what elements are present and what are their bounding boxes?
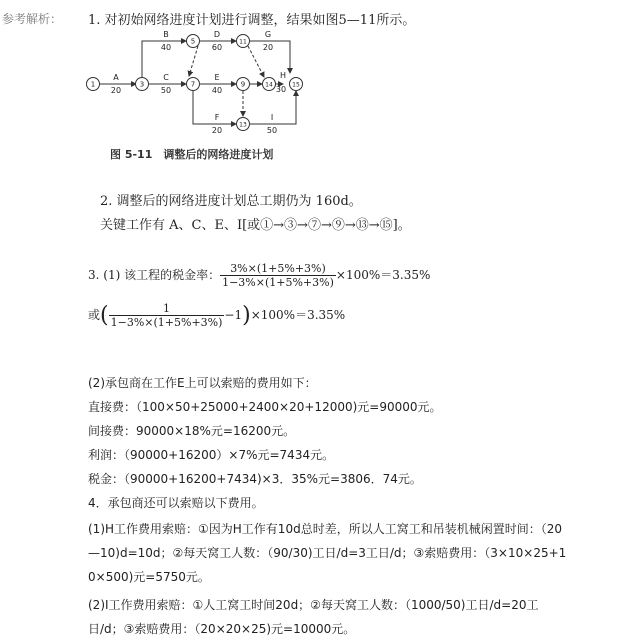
paragraph-h-claim-1: (1)H工作费用索赔：①因为H工作有10d总时差，所以人工窝工和吊装机械闲置时间：（20: [88, 522, 562, 536]
activity-h-duration: 30: [275, 85, 287, 94]
activity-i-name: I: [270, 113, 274, 122]
activity-g-name: G: [264, 30, 272, 39]
tax-rate-numerator: 3%×(1+5%+3%): [220, 262, 336, 276]
tax-rate-alt-numerator: 1: [109, 302, 225, 316]
node-3-label: 3: [139, 80, 145, 89]
dummy-11-14: [248, 46, 264, 77]
node-5-label: 5: [190, 37, 196, 46]
node-15-label: 15: [292, 81, 300, 89]
node-14-label: 14: [265, 81, 273, 89]
paragraph-h-claim-2: —10)d=10d；②每天窝工人数：（90/30)工日/d=3工日/d；③索赔费用：（3×10×25+1: [88, 546, 567, 560]
activity-h-name: H: [279, 71, 287, 80]
activity-d-name: D: [213, 30, 221, 39]
paragraph-i-claim-2: 日/d；③索赔费用：（20×20×25)元=10000元。: [88, 622, 356, 636]
tax-rate-or: 或: [88, 308, 101, 322]
paragraph-e-claims: (2)承包商在工作E上可以索赔的费用如下：: [88, 376, 317, 390]
tax-rate-line: [88, 262, 430, 289]
tax-rate-alt-line: 或( $\frac{1}{1-3\%\times(1+5\%+3\%)}$ −1)×100%＝3.35%: [88, 302, 346, 329]
activity-g-duration: 20: [262, 43, 274, 52]
paragraph-profit: 利润：（90000+16200）×7%元=7434元。: [88, 448, 335, 462]
paragraph-more-claims: 4．承包商还可以索赔以下费用。: [88, 496, 264, 510]
paragraph-1: 1. 对初始网络进度计划进行调整，结果如图5—11所示。: [88, 13, 416, 28]
activity-b-name: B: [163, 30, 169, 39]
paragraph-direct-cost: 直接费：（100×50+25000+2400×20+12000)元=90000元。: [88, 400, 442, 414]
paragraph-h-claim-3: 0×500)元=5750元。: [88, 570, 210, 584]
activity-f-duration: 20: [211, 126, 223, 135]
network-diagram: [80, 26, 320, 138]
figure-caption: 图 5-11 调整后的网络进度计划: [110, 148, 274, 161]
activity-c-name: C: [163, 73, 169, 82]
paragraph-tax: 税金：（90000+16200+7434)×3．35%元=3806．74元。: [88, 472, 422, 486]
node-13-label: 13: [239, 121, 247, 129]
activity-f-name: F: [214, 113, 220, 122]
activity-b-duration: 40: [160, 43, 172, 52]
tax-rate-alt-result: ×100%＝3.35%: [250, 308, 346, 322]
tax-rate-alt-denominator: 1−3%×(1+5%+3%): [110, 316, 223, 329]
paragraph-2: 2. 调整后的网络进度计划总工期仍为 160d。: [100, 194, 362, 209]
activity-i-duration: 50: [266, 126, 278, 135]
dummy-5-7: [189, 46, 198, 76]
node-11-label: 11: [239, 38, 247, 46]
tax-rate-denominator: 1−3%×(1+5%+3%): [222, 276, 334, 289]
tax-rate-fraction: [220, 262, 336, 289]
activity-e-name: E: [214, 73, 220, 82]
tax-rate-result: ×100%＝3.35%: [335, 268, 431, 282]
node-1-label: 1: [90, 80, 96, 89]
tax-rate-alt-minus: −1: [224, 308, 243, 322]
activity-e-duration: 40: [211, 86, 223, 95]
activity-a-duration: 20: [110, 86, 122, 95]
answer-label: 参考解析：: [2, 12, 63, 26]
paragraph-indirect-cost: 间接费：90000×18%元=16200元。: [88, 424, 296, 438]
tax-rate-lead: 3. (1) 该工程的税金率：: [88, 268, 221, 282]
paragraph-2b: 关键工作有 A、C、E、I[或①→③→⑦→⑨→⑬→⑮]。: [100, 218, 411, 233]
activity-c-duration: 50: [160, 86, 172, 95]
activity-d-duration: 60: [211, 43, 223, 52]
paragraph-i-claim-1: (2)I工作费用索赔：①人工窝工时间20d；②每天窝工人数：（1000/50)工日/d=20工: [88, 598, 539, 612]
node-9-label: 9: [240, 80, 246, 89]
node-7-label: 7: [190, 80, 196, 89]
activity-a-name: A: [113, 73, 119, 82]
tax-rate-alt-fraction: [109, 302, 225, 329]
